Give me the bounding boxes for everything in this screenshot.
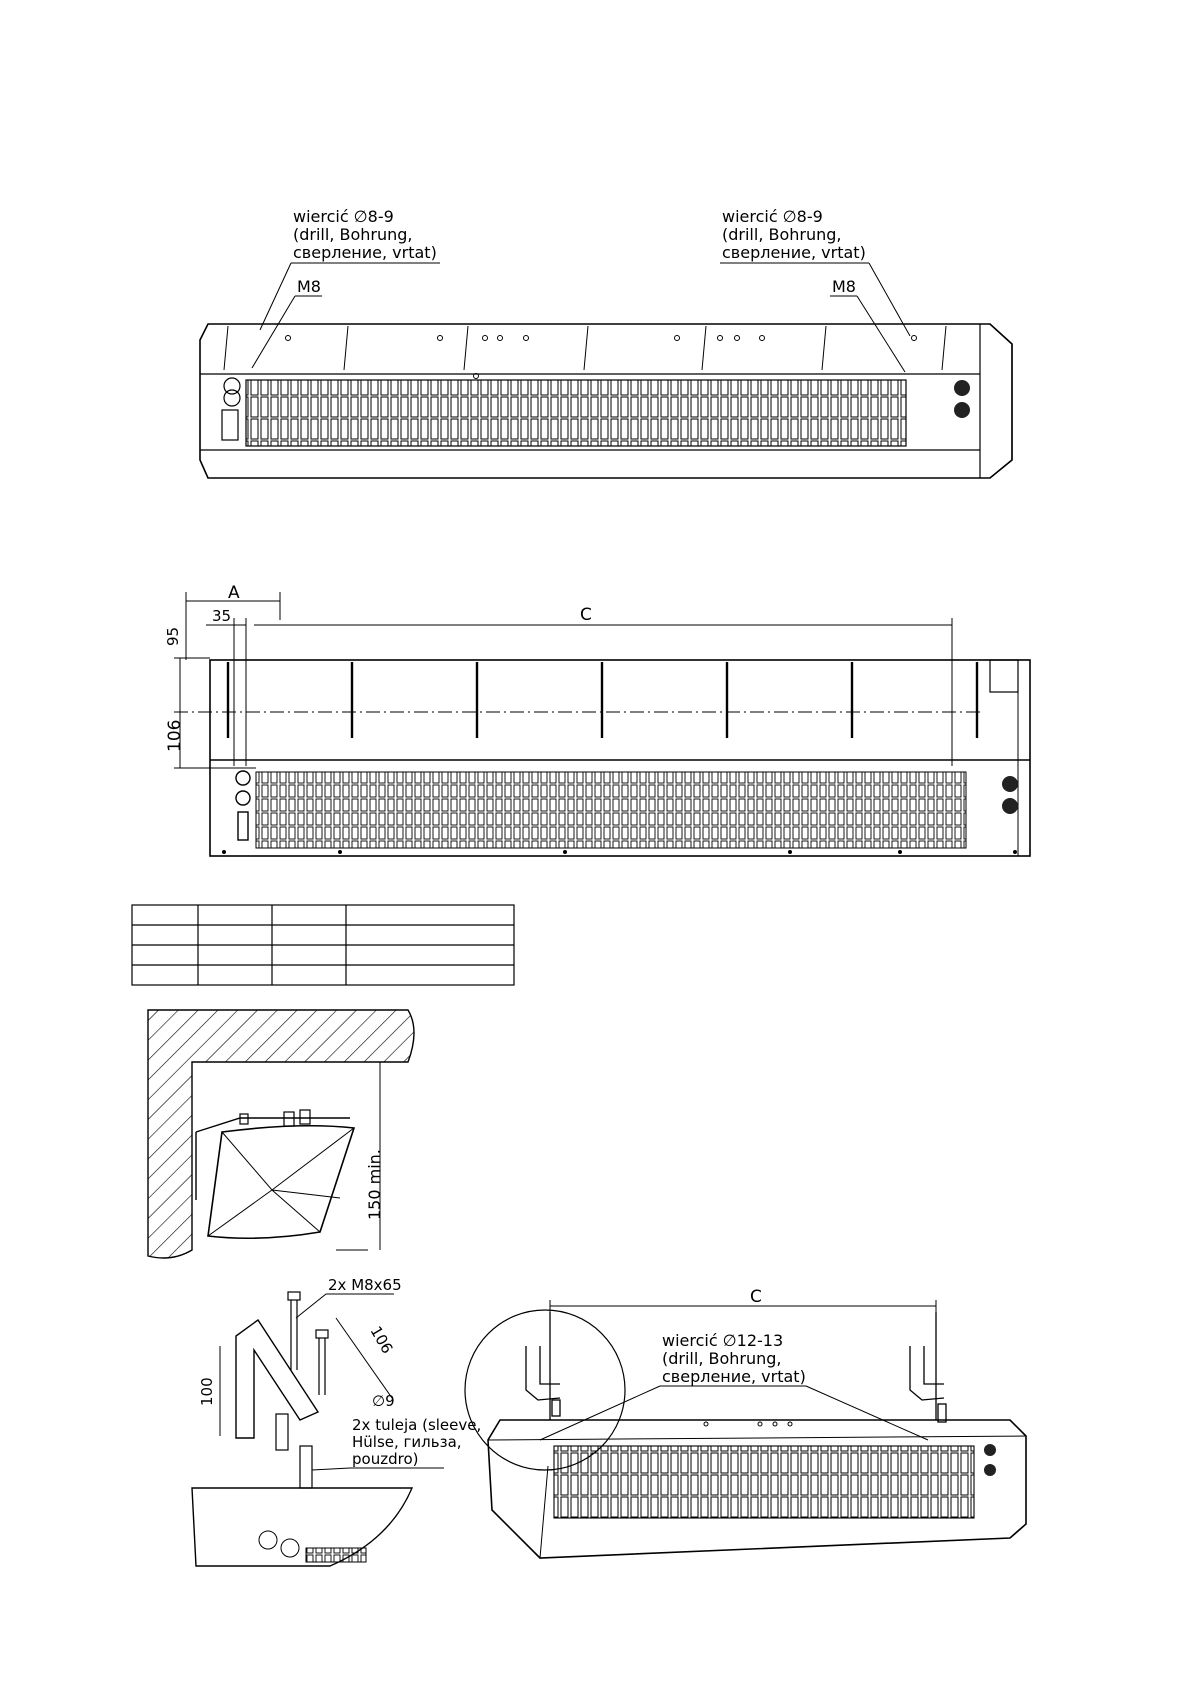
clearance-label: 150 min. (365, 1149, 384, 1220)
sleeve-leader (312, 1468, 350, 1470)
right-drill-callout-line1: wiercić ∅8-9 (722, 207, 823, 226)
ceiling-mount-view (465, 1287, 1026, 1558)
ceiling-dim-c-label: C (750, 1287, 762, 1307)
right-drill-callout-line2: (drill, Bohrung, (722, 225, 842, 244)
sleeve-label-line3: pouzdro) (352, 1450, 419, 1468)
front-bottom-rivets (222, 850, 1017, 854)
ceiling-drill-leader-left (540, 1386, 660, 1440)
front-top-end-block (990, 660, 1018, 692)
front-elevation-view (164, 583, 1030, 856)
right-drill-callout-line3: сверление, vrtat) (722, 243, 866, 262)
control-knobs-right (954, 380, 970, 418)
sleeve-label-line2: Hülse, гильза, (352, 1433, 462, 1451)
top-panel-holes (286, 336, 917, 379)
dim-35-label: 35 (212, 607, 232, 625)
heater-end-cap (980, 324, 1012, 478)
ceiling-control-knobs (984, 1444, 996, 1476)
front-panel-ribs (228, 662, 977, 738)
ceiling-drill-line3: сверление, vrtat) (662, 1367, 806, 1386)
dim-106-bracket-label: 106 (366, 1323, 397, 1357)
ceiling-drill-line2: (drill, Bohrung, (662, 1349, 782, 1368)
screws-label: 2x M8x65 (328, 1276, 402, 1294)
bracket-detail-view (192, 1276, 481, 1566)
left-thread-leader (252, 296, 295, 368)
sleeve-label-line1: 2x tuleja (sleeve, (352, 1416, 482, 1434)
left-callout-leader (260, 263, 291, 330)
left-drill-callout-line1: wiercić ∅8-9 (293, 207, 394, 226)
left-drill-callout-line3: сверление, vrtat) (293, 243, 437, 262)
hole-label: ∅9 (372, 1392, 395, 1410)
dim-95-label: 95 (164, 626, 182, 646)
left-drill-callout-line2: (drill, Bohrung, (293, 225, 413, 244)
l-bracket (236, 1320, 318, 1438)
heater-corner-cutaway (192, 1488, 412, 1566)
left-thread-label: M8 (297, 277, 321, 296)
sleeves (276, 1414, 312, 1488)
heater-side-profile (208, 1126, 354, 1239)
dim-100-label: 100 (198, 1377, 216, 1406)
pipe-connectors-left (222, 378, 240, 440)
front-control-knobs (1002, 776, 1018, 814)
side-wall-mount-view (148, 1010, 414, 1258)
ceiling-drill-leader-right (806, 1386, 928, 1440)
right-thread-label: M8 (832, 277, 856, 296)
top-panel-dividers (224, 326, 946, 370)
front-pipe-connectors (236, 771, 250, 840)
ceiling-top-holes (704, 1422, 792, 1426)
front-view-grille (256, 772, 966, 848)
ceiling-heater-corner-edge (540, 1466, 548, 1558)
ceiling-heater-grille (554, 1446, 974, 1518)
dimension-table (132, 905, 514, 985)
heater-side-internal (208, 1128, 354, 1236)
bolts (288, 1292, 328, 1395)
top-view-grille (246, 380, 906, 446)
ceiling-heater-top-edge (488, 1436, 1026, 1440)
right-thread-leader (857, 296, 905, 372)
ceiling-drill-line1: wiercić ∅12-13 (662, 1331, 784, 1350)
dim-106-label: 106 (165, 719, 185, 752)
top-perspective-view (200, 207, 1012, 478)
cutaway-details (259, 1531, 366, 1562)
dim-a-label: A (228, 583, 240, 603)
dim-c-label: C (580, 605, 592, 625)
